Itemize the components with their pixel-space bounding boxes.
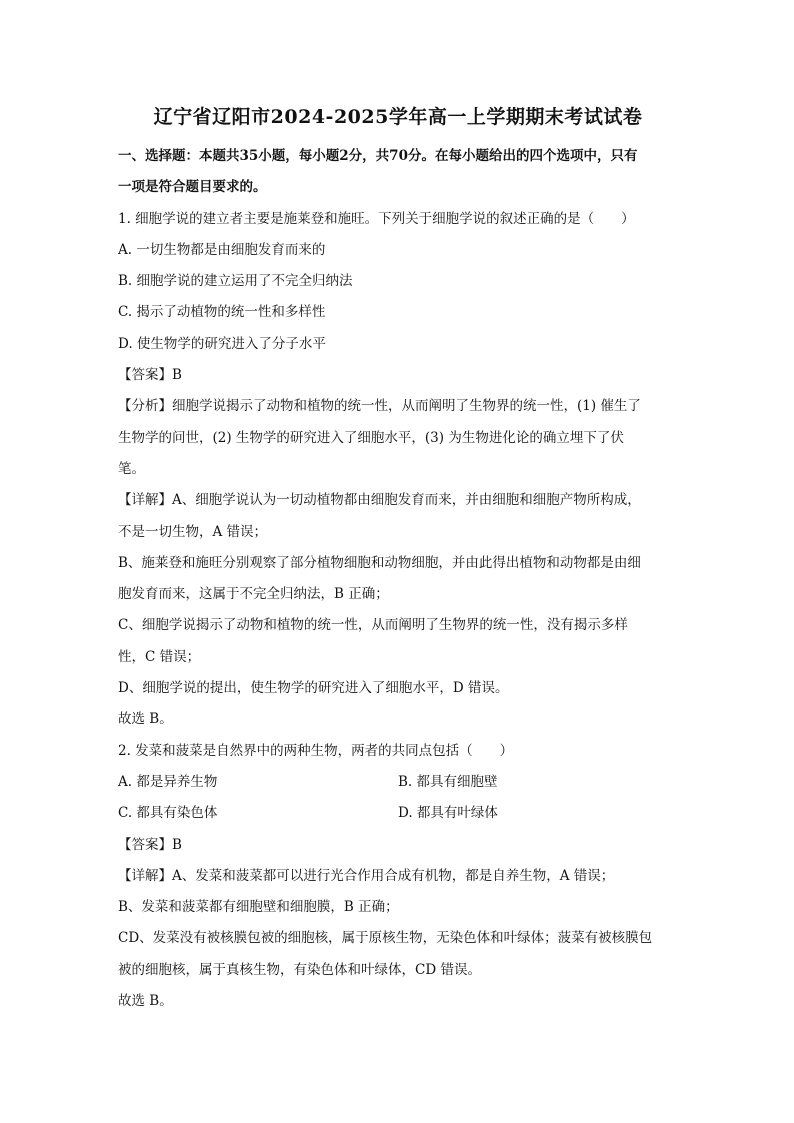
q2-options-row-2 <box>118 798 678 829</box>
q2-detail-line: 被的细胞核，属于真核生物，有染色体和叶绿体，CD 错误。 <box>118 961 481 978</box>
q1-option-c: C. 揭示了动植物的统一性和多样性 <box>118 304 326 321</box>
page-title: 辽宁省辽阳市2024-2025学年高一上学期期末考试试卷 <box>153 106 643 128</box>
q1-analysis-line: 生物学的问世，(2) 生物学的研究进入了细胞水平，(3) 为生物进化论的确立埋下了伏 <box>118 429 624 446</box>
q1-detail-line: 性，C 错误； <box>118 648 201 665</box>
q1-stem: 1. 细胞学说的建立者主要是施莱登和施旺。下列关于细胞学说的叙述正确的是（ ） <box>118 210 635 227</box>
q1-analysis-line: 笔。 <box>118 460 145 477</box>
q2-options-row-1 <box>118 767 678 798</box>
q1-detail-line: D、细胞学说的提出，使生物学的研究进入了细胞水平，D 错误。 <box>118 680 509 697</box>
q1-analysis-line: 【分析】细胞学说揭示了动物和植物的统一性，从而阐明了生物界的统一性，(1) 催生了 <box>118 398 641 415</box>
section-heading-line-2: 一项是符合题目要求的。 <box>118 179 267 196</box>
q1-option-a: A. 一切生物都是由细胞发育而来的 <box>118 241 326 258</box>
q1-detail-line: 【详解】A、细胞学说认为一切动植物都由细胞发育而来，并由细胞和细胞产物所构成， <box>118 492 641 509</box>
q2-detail-line: 【详解】A、发菜和菠菜都可以进行光合作用合成有机物，都是自养生物，A 错误； <box>118 867 615 884</box>
q1-option-b: B. 细胞学说的建立运用了不完全归纳法 <box>118 273 353 290</box>
q1-detail-line: 胞发育而来，这属于不完全归纳法，B 正确； <box>118 586 389 603</box>
q1-option-d: D. 使生物学的研究进入了分子水平 <box>118 335 326 352</box>
q1-detail-line: 不是一切生物，A 错误； <box>118 523 268 540</box>
q2-option-b: B. 都具有细胞壁 <box>398 773 498 790</box>
q2-stem: 2. 发菜和菠菜是自然界中的两种生物，两者的共同点包括（ ） <box>118 742 514 759</box>
q1-detail-line: B、施莱登和施旺分别观察了部分植物细胞和动物细胞，并由此得出植物和动物都是由细 <box>118 554 641 571</box>
document-page <box>118 102 678 1017</box>
q2-detail-line: CD、发菜没有被核膜包被的细胞核，属于原核生物，无染色体和叶绿体；菠菜有被核膜包 <box>118 930 653 947</box>
q2-conclusion: 故选 B。 <box>118 993 173 1010</box>
q2-option-a: A. 都是异养生物 <box>118 773 218 790</box>
q1-detail-line: C、细胞学说揭示了动物和植物的统一性，从而阐明了生物界的统一性，没有揭示多样 <box>118 617 628 634</box>
q2-option-d: D. 都具有叶绿体 <box>398 805 498 822</box>
q2-option-c: C. 都具有染色体 <box>118 805 218 822</box>
section-heading-line-1: 一、选择题：本题共35小题，每小题2分，共70分。在每小题给出的四个选项中，只有 <box>118 148 638 164</box>
q1-conclusion: 故选 B。 <box>118 711 173 728</box>
q2-detail-line: B、发菜和菠菜都有细胞壁和细胞膜，B 正确； <box>118 899 399 916</box>
q1-answer: 【答案】B <box>118 367 182 384</box>
q2-answer: 【答案】B <box>118 836 182 853</box>
